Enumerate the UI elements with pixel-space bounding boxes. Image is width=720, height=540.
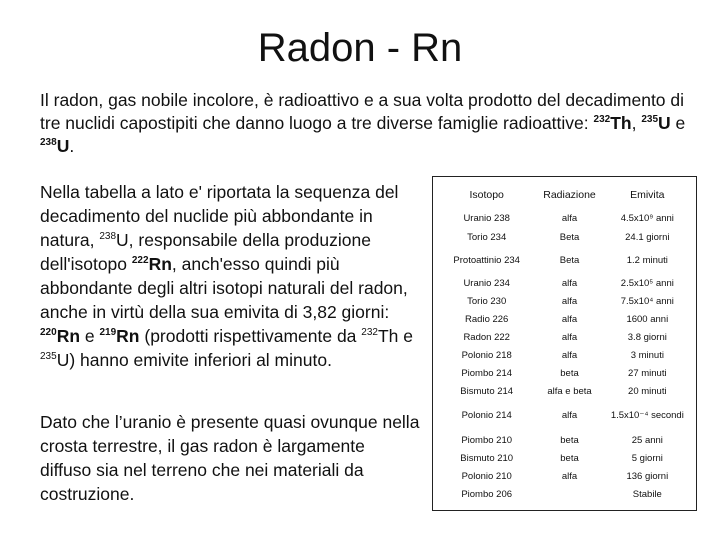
cell-emivita: 1.2 minuti [626,254,668,266]
table-row [439,467,690,485]
table-header-row [439,181,690,209]
cell-emivita: 1.5x10⁻⁴ secondi [610,410,684,421]
cell-radiazione: alfa e beta [547,385,592,397]
cell-isotopo: Radio 226 [465,313,509,325]
table-row [439,449,690,467]
cell-radiazione: beta [560,367,579,379]
cell-isotopo: Polonio 210 [461,470,512,482]
decay-table [439,181,690,503]
table-row [439,274,690,292]
cell-emivita: 25 anni [631,434,663,446]
cell-emivita: 2.5x10⁵ anni [620,277,674,289]
cell-emivita: 27 minuti [628,367,667,379]
table-row [439,400,690,431]
cell-emivita: 7.5x10⁴ anni [620,295,674,307]
cell-emivita: 20 minuti [628,385,667,397]
page-title: Radon - Rn [257,26,463,70]
table-row [439,328,690,346]
table-row [439,346,690,364]
table-row [439,364,690,382]
header-radiazione: Radiazione [543,189,596,201]
cell-radiazione: alfa [561,410,578,421]
intro-paragraph: Il radon, gas nobile incolore, è radioattivo e a sua volta prodotto del decadimento di tre nuclidi capostipiti che danno luogo a tre diverse famiglie radioattive: $^{232}$Th, $^{235}$U e $^{238}$U. [40,90,686,156]
cell-radiazione: Beta [559,231,580,243]
cell-isotopo: Radon 222 [463,331,510,343]
cell-radiazione: alfa [561,331,578,343]
cell-radiazione: alfa [561,213,578,224]
cell-isotopo: Polonio 218 [461,349,512,361]
cell-isotopo: Piombo 214 [461,367,513,379]
decay-table-frame [432,176,697,511]
cell-isotopo: Uranio 238 [463,213,510,224]
table-row [439,310,690,328]
cell-radiazione [534,485,604,503]
table-row [439,209,690,228]
cell-radiazione: Beta [559,254,580,266]
table-row [439,485,690,503]
header-emivita: Emivita [630,189,665,201]
cell-isotopo: Torio 234 [467,231,507,243]
cell-emivita: 3.8 giorni [627,331,667,343]
cell-radiazione: alfa [561,470,578,482]
cell-radiazione: alfa [561,349,578,361]
uranium-paragraph: Dato che l’uranio è presente quasi ovunque nella crosta terrestre, il gas radon è largamente diffuso sia nel terreno che nei materiali da costruzione. [40,412,420,504]
cell-radiazione: beta [560,434,579,446]
cell-radiazione: beta [560,452,579,464]
cell-isotopo: Torio 230 [467,295,507,307]
cell-radiazione: alfa [561,313,578,325]
header-isotopo: Isotopo [469,189,504,201]
cell-emivita: 1600 anni [626,313,669,325]
cell-emivita: 24.1 giorni [625,231,670,243]
cell-isotopo: Bismuto 210 [460,452,514,464]
cell-isotopo: Piombo 206 [461,488,513,500]
table-row [439,292,690,310]
cell-isotopo: Uranio 234 [463,277,510,289]
cell-emivita: 136 giorni [626,470,669,482]
cell-isotopo: Piombo 210 [461,434,513,446]
cell-isotopo: Protoattinio 234 [453,254,520,266]
cell-isotopo: Bismuto 214 [460,385,514,397]
decay-paragraph: Nella tabella a lato e' riportata la sequenza del decadimento del nuclide più abbondante in natura, $^{238}$U, responsabile della produzione dell'isotopo $^{222}$Rn, anch'esso quindi più abbondante degli altri isotopi naturali del radon, anche in virtù della sua emivita di 3,82 giorni: $^{220}$Rn e $^{219}$Rn (prodotti rispettivamente da $^{232}$Th e $^{235}$U) hanno emivite inferiori al minuto. [40,182,413,370]
table-row [439,246,690,274]
cell-emivita: 5 giorni [631,452,663,464]
cell-emivita: 3 minuti [630,349,664,361]
cell-emivita: Stabile [632,488,662,500]
cell-isotopo: Polonio 214 [461,410,512,421]
table-row [439,431,690,449]
table-row [439,382,690,400]
cell-radiazione: alfa [561,295,578,307]
cell-radiazione: alfa [561,277,578,289]
cell-emivita: 4.5x10⁹ anni [620,213,674,224]
table-row [439,228,690,246]
